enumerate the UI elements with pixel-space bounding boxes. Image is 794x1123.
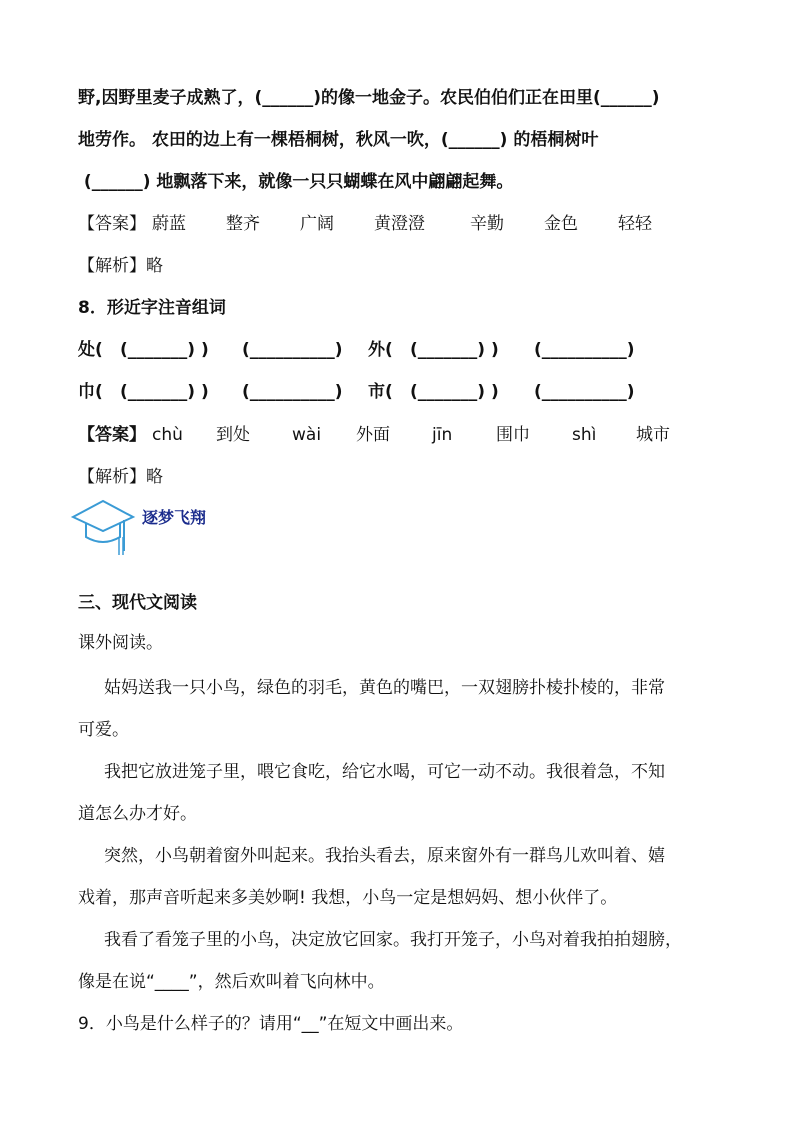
- paragraph-2-line-1: 我把它放进笼子里，喂它食吃，给它水喝，可它一动不动。我很着急，不知: [104, 762, 665, 782]
- pinyin-blank: (_______) ): [120, 340, 209, 360]
- char-label: 处(: [78, 340, 103, 360]
- pinyin-blank: (_______) ): [120, 382, 209, 402]
- answer-item: 广阔: [300, 214, 334, 234]
- q8-title: 8．形近字注音组词: [78, 298, 226, 318]
- char-label: 巾(: [78, 382, 103, 402]
- char-label: 市(: [368, 382, 393, 402]
- answer-item: 黄澄澄: [374, 214, 425, 234]
- word-blank: (__________): [242, 340, 343, 360]
- answer-label: 【答案】: [78, 214, 146, 234]
- logo-text: 逐梦飞翔: [142, 508, 207, 527]
- answer-item: 到处: [216, 425, 250, 445]
- answer-item: 城市: [636, 425, 670, 445]
- paragraph-2-line-2: 道怎么办才好。: [78, 804, 197, 824]
- answer-item: 围巾: [496, 425, 530, 445]
- answer-item: 外面: [356, 425, 390, 445]
- graduation-cap-icon: [70, 489, 140, 557]
- answer-item: wài: [292, 425, 322, 445]
- paragraph-4-line-1: 我看了看笼子里的小鸟，决定放它回家。我打开笼子，小鸟对着我拍拍翅膀，: [104, 930, 682, 950]
- answer-item: 整齐: [226, 214, 260, 234]
- answer-item: 金色: [544, 214, 578, 234]
- answer-item: 轻轻: [618, 214, 652, 234]
- pinyin-blank: (_______) ): [410, 340, 499, 360]
- section-title: 三、现代文阅读: [78, 593, 197, 613]
- word-blank: (__________): [534, 340, 635, 360]
- paragraph-3-line-1: 突然，小鸟朝着窗外叫起来。我抬头看去，原来窗外有一群鸟儿欢叫着、嬉: [104, 846, 665, 866]
- q7-line-3: (______) 地飘落下来，就像一只只蝴蝶在风中翩翩起舞。: [78, 172, 514, 192]
- pinyin-blank: (_______) ): [410, 382, 499, 402]
- answer-item: jīn: [432, 425, 453, 445]
- answer-item: chù: [152, 425, 183, 445]
- answer-item: 辛勤: [470, 214, 504, 234]
- word-blank: (__________): [534, 382, 635, 402]
- question-9: 9．小鸟是什么样子的？请用“__”在短文中画出来。: [78, 1014, 464, 1034]
- answer-label: 【答案】: [78, 425, 146, 445]
- paragraph-3-line-2: 戏着，那声音听起来多美妙啊! 我想，小鸟一定是想妈妈、想小伙伴了。: [78, 888, 618, 908]
- q7-analysis: 【解析】略: [78, 256, 163, 276]
- q7-line-1: 野,因野里麦子成熟了，(______)的像一地金子。农民伯伯们正在田里(______): [78, 88, 660, 108]
- answer-item: shì: [572, 425, 597, 445]
- q7-line-2: 地劳作。 农田的边上有一棵梧桐树，秋风一吹，(______) 的梧桐树叶: [78, 130, 599, 150]
- paragraph-4-line-2: 像是在说“____”，然后欢叫着飞向林中。: [78, 972, 385, 992]
- paragraph-1-line-2: 可爱。: [78, 720, 129, 740]
- q8-analysis: 【解析】略: [78, 467, 163, 487]
- answer-item: 蔚蓝: [152, 214, 186, 234]
- section-intro: 课外阅读。: [78, 633, 163, 653]
- paragraph-1-line-1: 姑妈送我一只小鸟，绿色的羽毛，黄色的嘴巴，一双翅膀扑棱扑棱的，非常: [104, 678, 665, 698]
- word-blank: (__________): [242, 382, 343, 402]
- char-label: 外(: [368, 340, 393, 360]
